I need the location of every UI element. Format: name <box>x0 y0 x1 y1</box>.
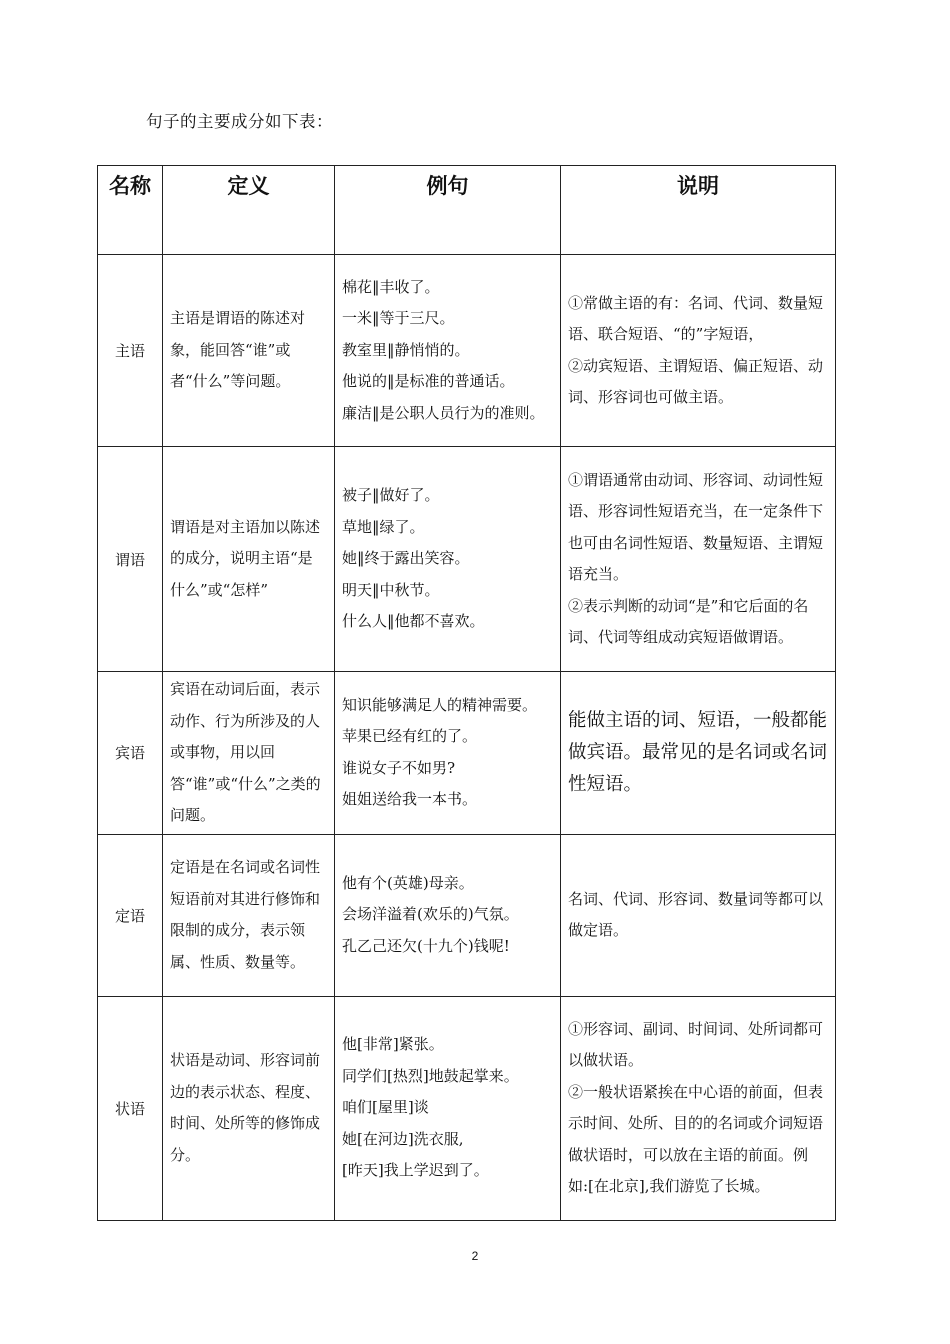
table-row <box>98 996 836 1220</box>
row-name: 主语 <box>98 255 163 447</box>
example-line: 同学们[热烈]地鼓起掌来。 <box>342 1066 519 1085</box>
note-line: ②表示判断的动词“是”和它后面的名词、代词等组成动宾短语做谓语。 <box>568 596 809 646</box>
example-line: 她[在河边]洗衣服, <box>342 1129 464 1148</box>
note-line: ②一般状语紧挨在中心语的前面，但表示时间、处所、目的的名词或介词短语做状语时，可以放在主语的前面。例如:[在北京],我们游览了长城。 <box>568 1082 824 1195</box>
row-name: 谓语 <box>98 447 163 672</box>
example-line: 知识能够满足人的精神需要。 <box>342 695 538 714</box>
row-definition: 谓语是对主语加以陈述的成分，说明主语“是什么”或“怎样” <box>163 447 335 672</box>
example-line: 什么人‖他都不喜欢。 <box>342 612 485 631</box>
row-notes <box>561 255 836 447</box>
example-line: 他[非常]紧张。 <box>342 1035 444 1054</box>
example-line: 他有个(英雄)母亲。 <box>342 873 474 892</box>
note-line: ①形容词、副词、时间词、处所词都可以做状语。 <box>568 1019 824 1069</box>
row-examples <box>335 255 561 447</box>
note-line: ①谓语通常由动词、形容词、动词性短语、形容词性短语充当，在一定条件下也可由名词性短语、数量短语、主谓短语充当。 <box>568 470 824 583</box>
row-examples <box>335 447 561 672</box>
table-row <box>98 255 836 447</box>
table-header-row <box>98 166 836 255</box>
example-line: [昨天]我上学迟到了。 <box>342 1161 489 1180</box>
row-examples <box>335 672 561 835</box>
example-line: 教室里‖静悄悄的。 <box>342 340 470 359</box>
row-notes <box>561 672 836 835</box>
example-line: 孔乙己还欠(十九个)钱呢! <box>342 936 510 955</box>
row-notes <box>561 834 836 996</box>
row-notes <box>561 447 836 672</box>
table-row <box>98 447 836 672</box>
table-row <box>98 834 836 996</box>
example-line: 会场洋溢着(欢乐的)气氛。 <box>342 905 519 924</box>
note-line: ②动宾短语、主谓短语、偏正短语、动词、形容词也可做主语。 <box>568 356 824 406</box>
example-line: 廉洁‖是公职人员行为的准则。 <box>342 403 545 422</box>
header-notes: 说明 <box>561 166 836 255</box>
example-line: 他说的‖是标准的普通话。 <box>342 372 515 391</box>
row-name: 定语 <box>98 834 163 996</box>
row-definition: 宾语在动词后面，表示动作、行为所涉及的人或事物，用以回答“谁”或“什么”之类的问题。 <box>163 672 335 835</box>
row-examples <box>335 834 561 996</box>
header-definition: 定义 <box>163 166 335 255</box>
table-row <box>98 672 836 835</box>
header-examples: 例句 <box>335 166 561 255</box>
note-line: 能做主语的词、短语，一般都能做宾语。最常见的是名词或名词性短语。 <box>568 709 828 795</box>
example-line: 谁说女子不如男? <box>342 758 456 777</box>
example-line: 姐姐送给我一本书。 <box>342 790 478 809</box>
note-line: 名词、代词、形容词、数量词等都可以做定语。 <box>568 889 824 939</box>
row-name: 宾语 <box>98 672 163 835</box>
row-name: 状语 <box>98 996 163 1220</box>
example-line: 她‖终于露出笑容。 <box>342 549 470 568</box>
example-line: 棉花‖丰收了。 <box>342 277 440 296</box>
note-line: ①常做主语的有：名词、代词、数量短语、联合短语、“的”字短语， <box>568 293 824 343</box>
row-definition: 状语是动词、形容词前边的表示状态、程度、时间、处所等的修饰成分。 <box>163 996 335 1220</box>
header-name: 名称 <box>98 166 163 255</box>
example-line: 苹果已经有红的了。 <box>342 727 478 746</box>
example-line: 被子‖做好了。 <box>342 486 440 505</box>
row-definition: 主语是谓语的陈述对象，能回答“谁”或者“什么”等问题。 <box>163 255 335 447</box>
row-definition: 定语是在名词或名词性短语前对其进行修饰和限制的成分，表示领属、性质、数量等。 <box>163 834 335 996</box>
example-line: 咱们[屋里]谈 <box>342 1098 429 1117</box>
example-line: 明天‖中秋节。 <box>342 580 440 599</box>
page-number: 2 <box>471 1249 479 1263</box>
example-line: 草地‖绿了。 <box>342 517 425 536</box>
intro-text: 句子的主要成分如下表： <box>146 112 333 131</box>
row-examples <box>335 996 561 1220</box>
row-notes <box>561 996 836 1220</box>
sentence-components-table <box>97 165 836 1221</box>
example-line: 一米‖等于三尺。 <box>342 309 455 328</box>
